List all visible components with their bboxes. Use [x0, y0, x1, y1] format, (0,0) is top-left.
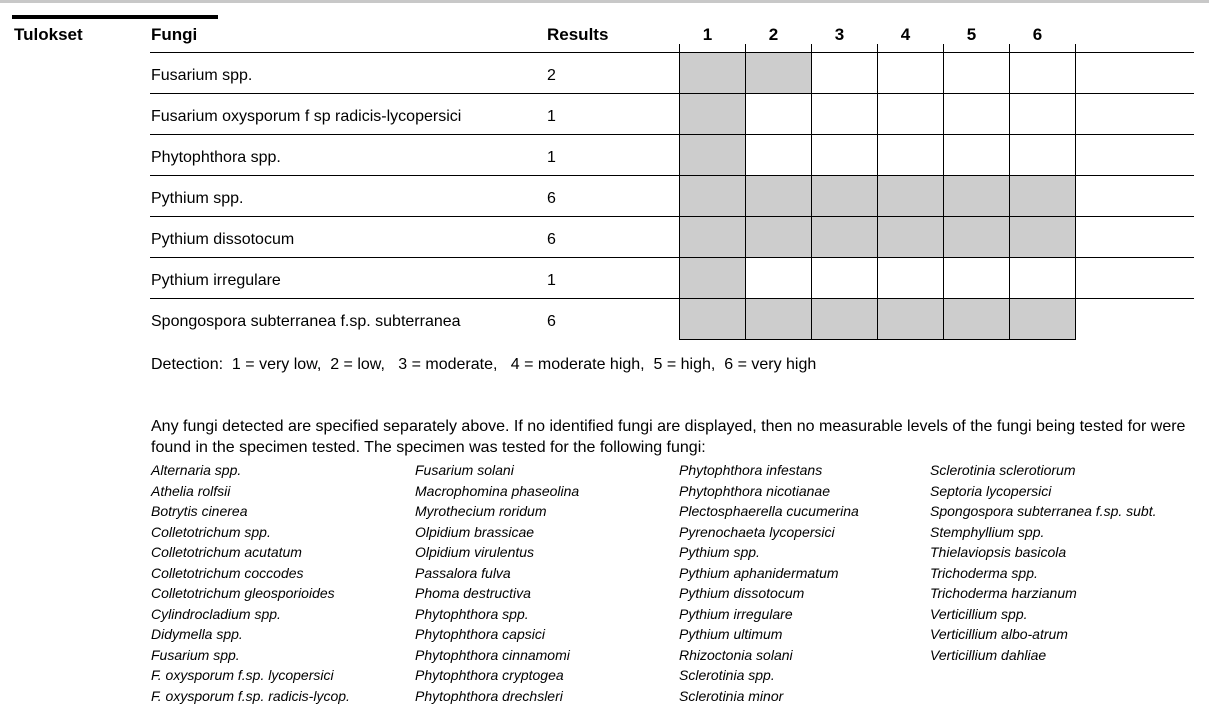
list-item: Phytophthora nicotianae: [679, 482, 830, 499]
list-item: Colletotrichum gleosporioides: [151, 585, 335, 601]
row-divider: [150, 175, 1194, 176]
list-item: Pythium dissotocum: [679, 585, 805, 601]
column-tick: [943, 44, 944, 52]
level-bar-cell: [1009, 298, 1075, 339]
list-item: Phytophthora spp.: [415, 605, 529, 622]
column-tick: [877, 44, 878, 52]
list-item: Rhizoctonia solani: [679, 646, 793, 663]
level-bar-cell: [1009, 175, 1075, 216]
list-item: Pythium aphanidermatum: [679, 564, 839, 581]
detection-legend: Detection: 1 = very low, 2 = low, 3 = moderate, 4 = moderate high, 5 = high, 6 = very high: [151, 356, 817, 373]
row-divider: [150, 134, 1194, 135]
list-item: Didymella spp.: [151, 626, 243, 642]
level-bar-cell: [1009, 216, 1075, 257]
column-divider: [943, 52, 944, 340]
list-item: Passalora fulva: [415, 564, 511, 581]
result-value: 6: [547, 313, 556, 330]
column-tick: [745, 44, 746, 52]
fungus-name: Fusarium spp.: [151, 67, 253, 84]
column-tick: [811, 44, 812, 52]
column-divider: [877, 52, 878, 340]
level-bar-cell: [811, 175, 877, 216]
column-tick: [1075, 44, 1076, 52]
list-item: Phytophthora drechsleri: [415, 687, 563, 704]
fungus-name: Phytophthora spp.: [151, 149, 281, 166]
list-item: Sclerotinia minor: [679, 687, 784, 704]
list-item: Pythium ultimum: [679, 626, 783, 642]
result-value: 1: [547, 149, 556, 166]
list-item: Macrophomina phaseolina: [415, 482, 580, 499]
list-item: Phytophthora infestans: [679, 462, 823, 478]
result-value: 6: [547, 231, 556, 248]
list-item: Phoma destructiva: [415, 585, 531, 601]
column-tick: [679, 44, 680, 52]
level-bar-cell: [877, 298, 943, 339]
level-bar-cell: [943, 175, 1009, 216]
list-item: F. oxysporum f.sp. lycopersici: [151, 667, 334, 683]
column-divider: [811, 52, 812, 340]
level-bar-cell: [679, 52, 745, 93]
tested-note: Any fungi detected are specified separately above. If no identified fungi are displayed, then no measurable levels of the fungi being tested for were found in the specimen tested. The specimen was tested for the following fungi:: [151, 418, 1186, 456]
fungus-name: Pythium dissotocum: [151, 231, 295, 248]
row-divider: [150, 93, 1194, 94]
level-header-1: 1: [702, 25, 713, 44]
list-item: Fusarium solani: [415, 462, 514, 478]
level-bar-cell: [679, 257, 745, 298]
level-bar-cell: [877, 216, 943, 257]
list-item: Trichoderma harzianum: [930, 585, 1077, 601]
list-item: Athelia rolfsii: [151, 482, 231, 499]
list-item: Septoria lycopersici: [930, 482, 1052, 499]
list-item: Pythium spp.: [679, 544, 760, 560]
level-header-3: 3: [834, 25, 845, 44]
level-bar-cell: [679, 216, 745, 257]
level-bar-cell: [745, 175, 811, 216]
column-divider: [1075, 52, 1076, 340]
result-value: 1: [547, 272, 556, 289]
list-item: Phytophthora capsici: [415, 626, 545, 642]
list-item: Fusarium spp.: [151, 646, 240, 663]
level-bar-cell: [745, 216, 811, 257]
result-value: 1: [547, 108, 556, 125]
list-item: Botrytis cinerea: [151, 503, 248, 519]
list-item: Cylindrocladium spp.: [151, 605, 281, 622]
tested-fungi-column: [151, 460, 350, 706]
result-value: 2: [547, 67, 556, 84]
top-divider: [0, 0, 1209, 3]
fungi-column-header: Fungi: [151, 25, 198, 44]
level-bar-cell: [679, 134, 745, 175]
list-item: Pyrenochaeta lycopersici: [679, 523, 835, 540]
list-item: Trichoderma spp.: [930, 564, 1038, 581]
level-bar-cell: [943, 216, 1009, 257]
list-item: Spongospora subterranea f.sp. subt.: [930, 503, 1157, 519]
level-bar-cell: [877, 175, 943, 216]
row-divider: [150, 257, 1194, 258]
result-value: 6: [547, 190, 556, 207]
list-item: Olpidium brassicae: [415, 523, 535, 540]
list-item: F. oxysporum f.sp. radicis-lycop.: [151, 687, 350, 704]
row-divider: [150, 298, 1194, 299]
fungus-name: Pythium irregulare: [151, 272, 281, 289]
list-item: Phytophthora cinnamomi: [415, 646, 570, 663]
list-item: Alternaria spp.: [151, 462, 242, 478]
list-item: Thielaviopsis basicola: [930, 544, 1067, 560]
level-bar-cell: [811, 298, 877, 339]
list-item: Verticillium albo-atrum: [930, 626, 1068, 642]
row-divider: [150, 216, 1194, 217]
level-bar-cell: [943, 298, 1009, 339]
section-label: Tulokset: [14, 25, 83, 44]
fungus-name: Fusarium oxysporum f sp radicis-lycopersici: [151, 108, 462, 125]
level-bar-cell: [745, 52, 811, 93]
column-divider: [1009, 52, 1010, 340]
level-header-2: 2: [768, 25, 779, 44]
list-item: Sclerotinia sclerotiorum: [930, 462, 1076, 478]
list-item: Stemphyllium spp.: [930, 523, 1045, 540]
results-column-header: Results: [547, 25, 609, 44]
level-bar-cell: [679, 298, 745, 339]
list-item: Colletotrichum coccodes: [151, 564, 304, 581]
fungus-name: Pythium spp.: [151, 190, 244, 207]
level-header-5: 5: [966, 25, 977, 44]
list-item: Sclerotinia spp.: [679, 667, 775, 683]
level-bar-cell: [745, 298, 811, 339]
list-item: Phytophthora cryptogea: [415, 667, 564, 683]
level-header-6: 6: [1032, 25, 1043, 44]
column-divider: [745, 52, 746, 340]
list-item: Verticillium spp.: [930, 605, 1028, 622]
row-divider: [150, 52, 1194, 53]
tested-fungi-column: [415, 460, 579, 706]
column-divider: [679, 52, 680, 340]
level-bar-cell: [679, 93, 745, 134]
fungus-name: Spongospora subterranea f.sp. subterranea: [151, 313, 461, 330]
level-bar-cell: [811, 216, 877, 257]
section-rule: [12, 15, 218, 19]
level-bar-cell: [679, 175, 745, 216]
tested-fungi-column: [930, 460, 1156, 665]
list-item: Olpidium virulentus: [415, 544, 535, 560]
list-item: Colletotrichum acutatum: [151, 544, 302, 560]
column-tick: [1009, 44, 1010, 52]
list-item: Myrothecium roridum: [415, 503, 547, 519]
list-item: Colletotrichum spp.: [151, 523, 271, 540]
list-item: Pythium irregulare: [679, 605, 793, 622]
level-header-4: 4: [900, 25, 911, 44]
list-item: Verticillium dahliae: [930, 646, 1047, 663]
tested-fungi-column: [679, 460, 859, 706]
list-item: Plectosphaerella cucumerina: [679, 503, 859, 519]
